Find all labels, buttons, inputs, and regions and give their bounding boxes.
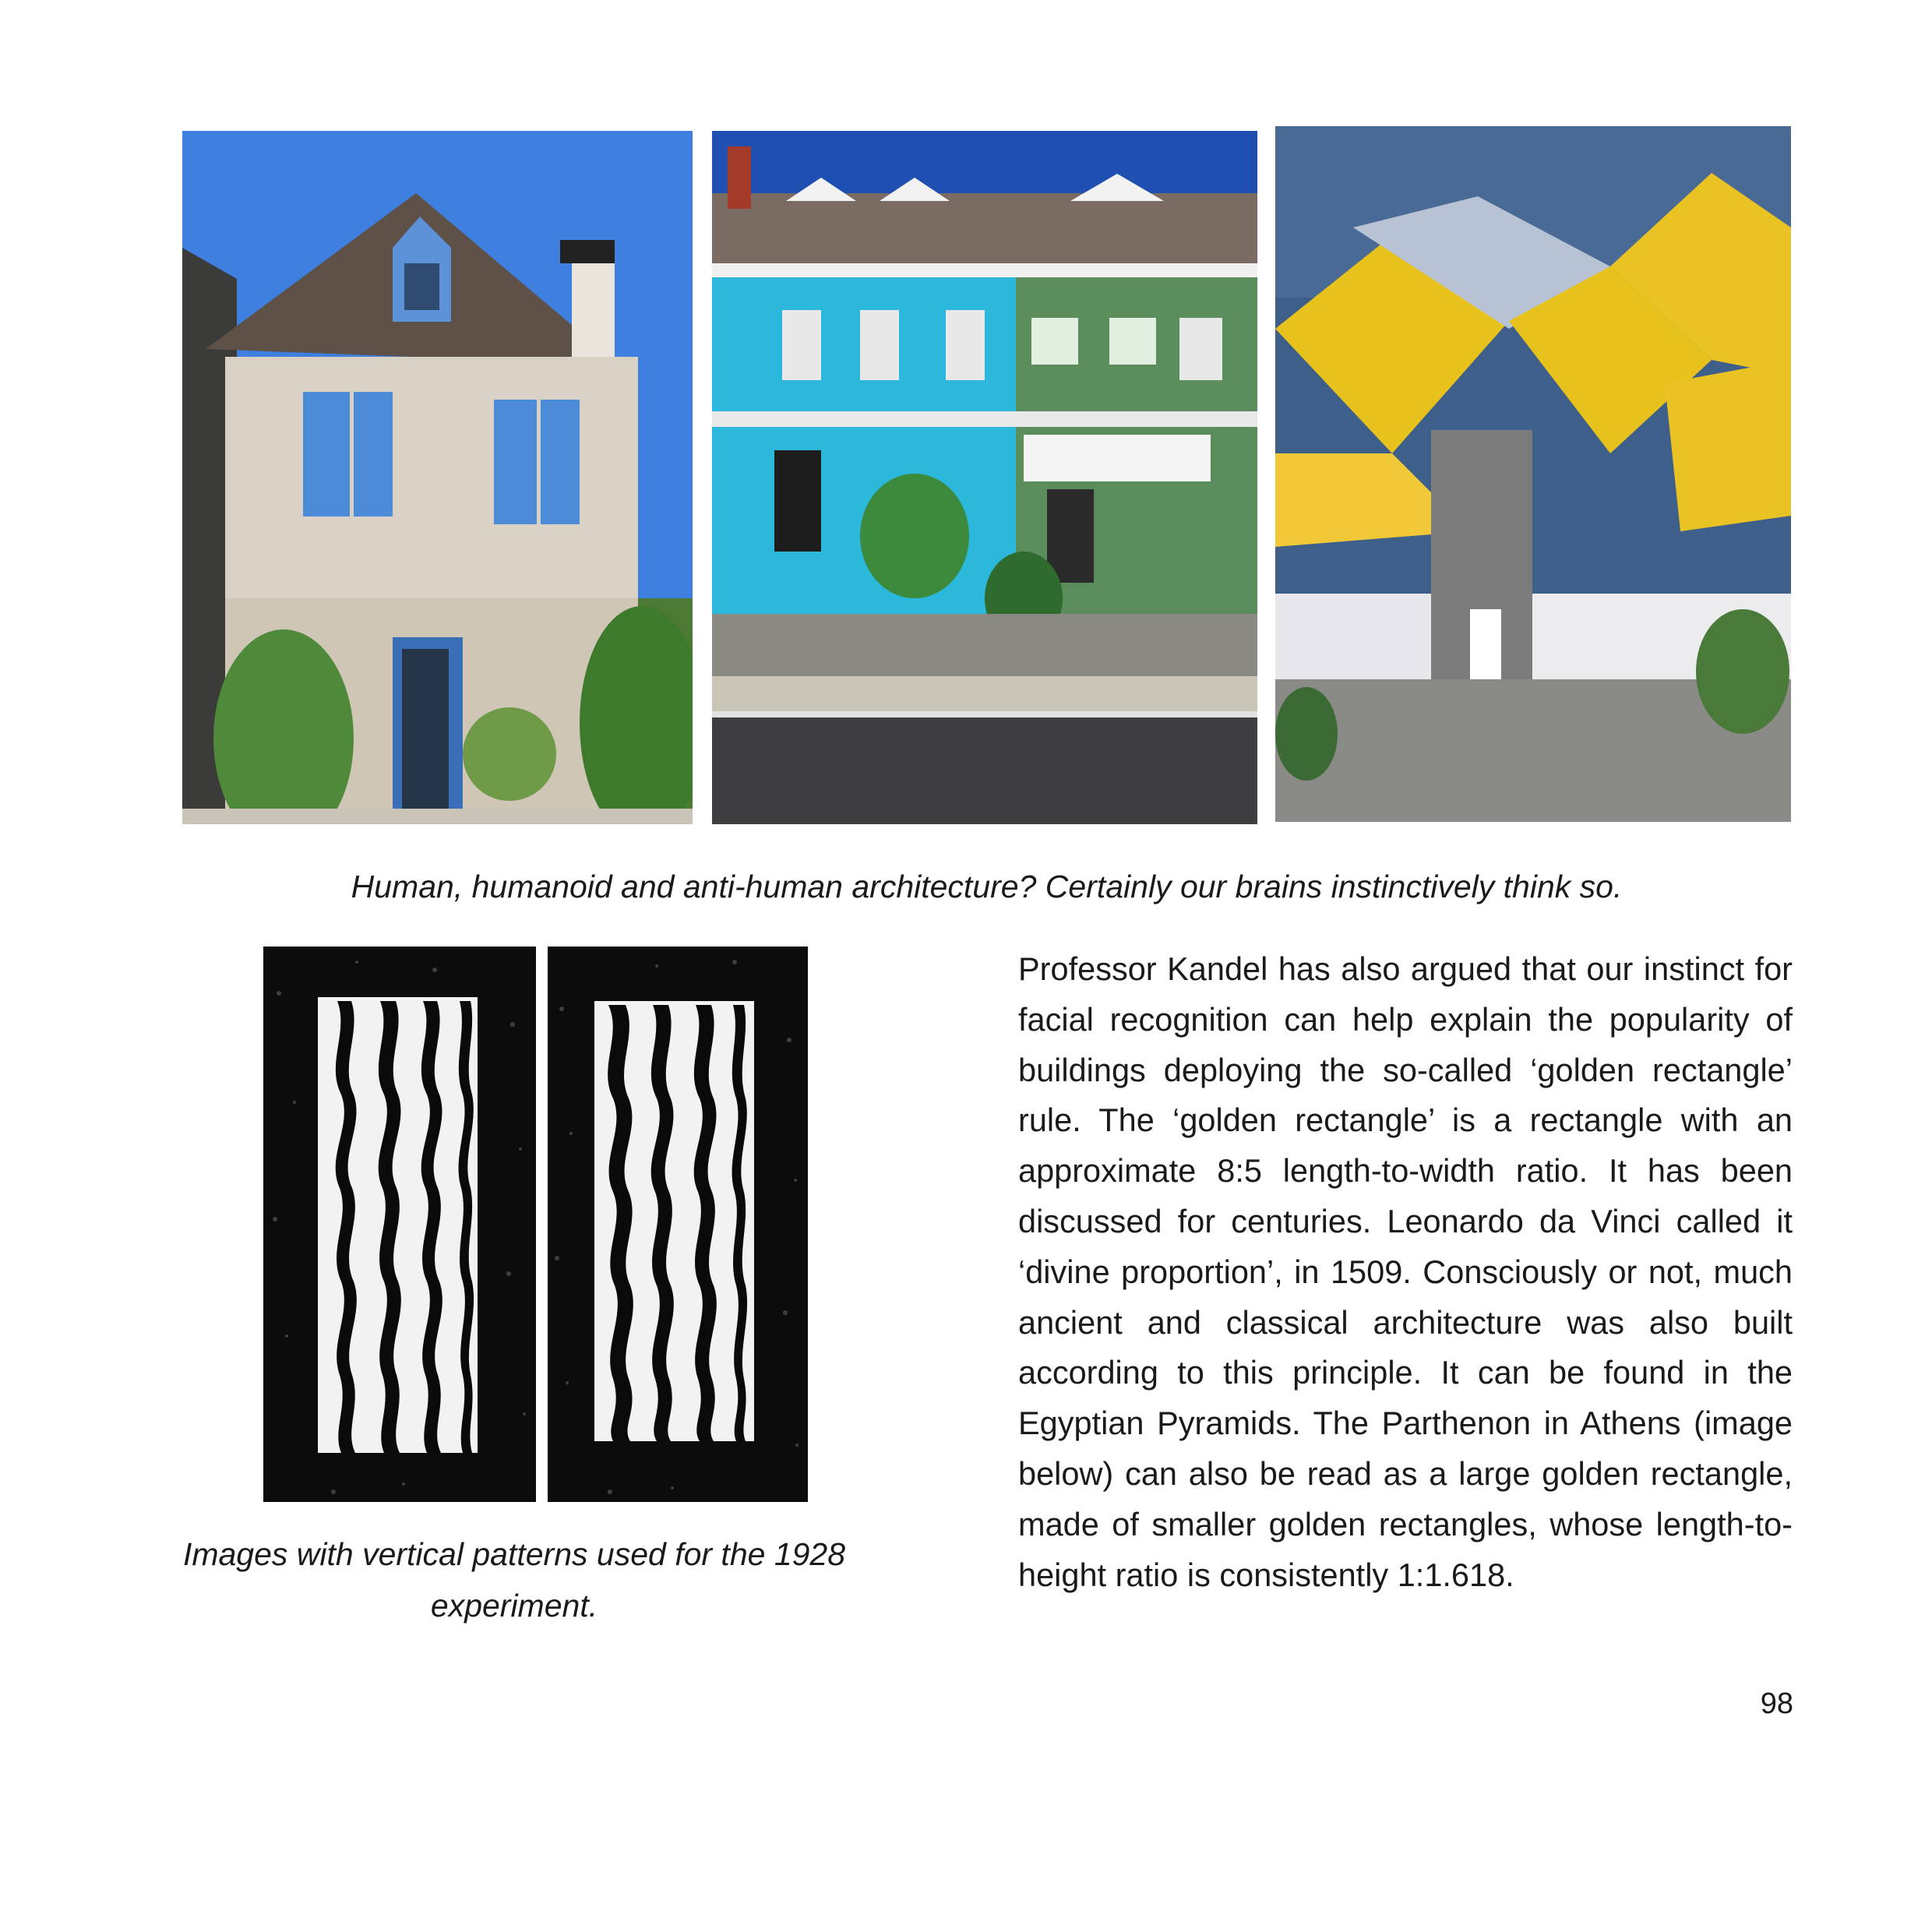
body-paragraph: Professor Kandel has also argued that our instinct for facial recognition can help explain the popularity of buildings deploying the so-called ‘golden rectangle’ rule. The ‘golden rectangle’ is a rectangle with an approximate 8:5 length-to-width ratio. It has been discussed for centuries. Leonardo da Vinci called it ‘divine proportion’, in 1509. Consciously or not, much ancient and classical architecture was also built according to this principle. It can be found in the Egyptian Pyramids. The Parthenon in Athens (image below) can also be read as a large golden rectangle, made of smaller golden rectangles, whose length-to-height ratio is consistently 1:1.618. bbox=[1018, 950, 1793, 1593]
photo-cube-houses bbox=[1275, 126, 1791, 822]
bottom-figure-caption: Images with vertical patterns used for the 1928 experiment. bbox=[182, 1536, 846, 1624]
vertical-pattern-image-right bbox=[548, 947, 808, 1502]
vertical-pattern-image-left bbox=[263, 947, 536, 1502]
photo-cottage bbox=[182, 131, 693, 824]
photo-terraced-houses bbox=[712, 131, 1257, 824]
page-number: 98 bbox=[1760, 1687, 1793, 1720]
top-figure-caption: Human, humanoid and anti-human architecture? Certainly our brains instinctively think so. bbox=[351, 869, 1623, 904]
